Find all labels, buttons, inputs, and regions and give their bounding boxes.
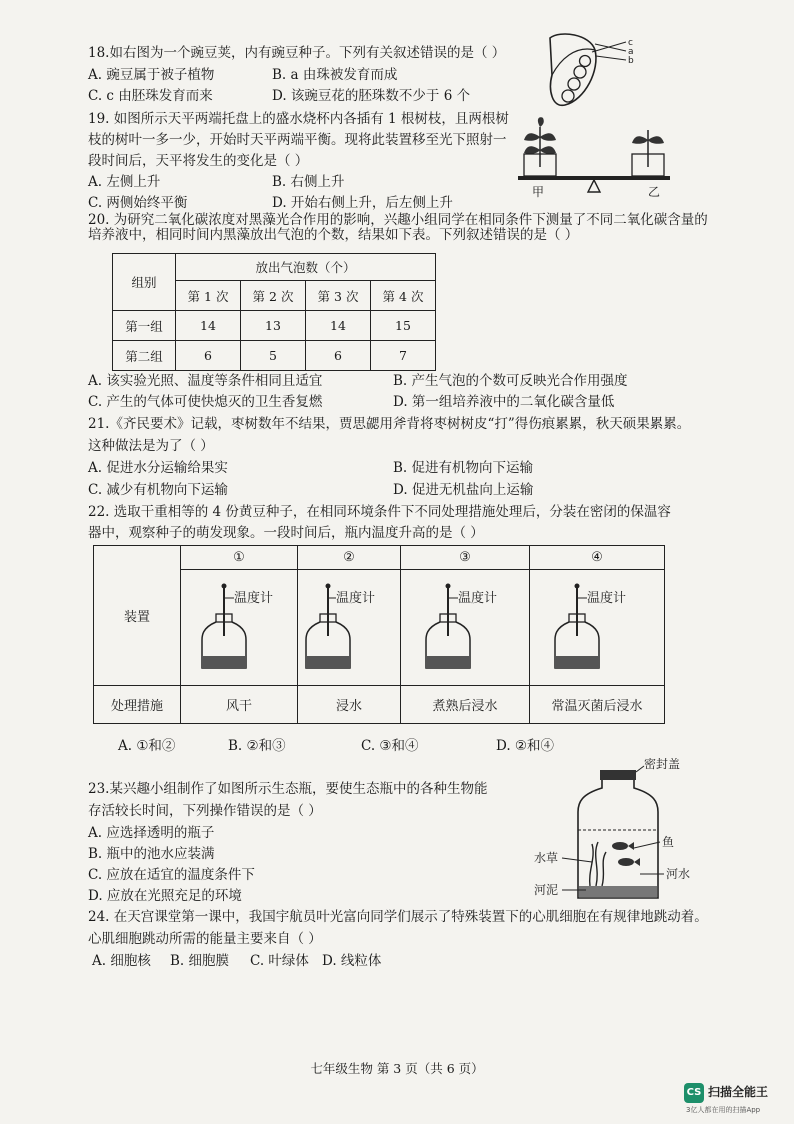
q20-cell: 14 xyxy=(306,311,371,341)
q21-option-d: D. 促进无机盐向上运输 xyxy=(393,482,534,498)
q22-col-number: ① xyxy=(181,546,298,570)
q23-option-d: D. 应放在光照充足的环境 xyxy=(88,888,242,904)
eco-bottle-figure xyxy=(530,758,710,906)
q18-stem: 18.如右图为一个豌豆荚，内有豌豆种子。下列有关叙述错误的是（ ） xyxy=(88,45,506,61)
page-footer: 七年级生物 第 3 页（共 6 页） xyxy=(310,1061,484,1076)
q18-option-c: C. c 由胚珠发育而来 xyxy=(88,88,213,104)
pod-label-b: b xyxy=(628,56,634,66)
q22-treat-cell: 常温灭菌后浸水 xyxy=(530,686,665,724)
thermometer-label: 温度计 xyxy=(587,590,627,606)
q21-option-b: B. 促进有机物向下运输 xyxy=(393,460,534,476)
q22-stem-line1: 22. 选取干重相等的 4 份黄豆种子，在相同环境条件下不同处理措施处理后，分装在密闭的保温容 xyxy=(88,504,671,520)
q22-col-number: ④ xyxy=(530,546,665,570)
q20-col-header: 第 4 次 xyxy=(371,281,436,311)
thermos-flask-1 xyxy=(194,576,284,676)
q20-stem-line2: 培养液中，相同时间内黑藻放出气泡的个数，结果如下表。下列叙述错误的是（ ） xyxy=(88,227,579,243)
q20-col-header: 第 1 次 xyxy=(176,281,241,311)
bottle-label-water: 河水 xyxy=(666,867,691,881)
bottle-label-weed: 水草 xyxy=(534,851,559,865)
q22-treat-cell: 风干 xyxy=(181,686,298,724)
q23-option-c: C. 应放在适宜的温度条件下 xyxy=(88,867,255,883)
q19-option-c: C. 两侧始终平衡 xyxy=(88,195,188,211)
balance-label-yi: 乙 xyxy=(648,185,661,199)
thermos-flask-3 xyxy=(410,576,520,676)
q22-treat-label: 处理措施 xyxy=(94,686,181,724)
bottle-label-fish: 鱼 xyxy=(662,835,675,849)
q22-treat-cell: 浸水 xyxy=(298,686,401,724)
q22-device-cell xyxy=(401,570,530,686)
q20-table xyxy=(112,253,436,371)
q20-cell: 7 xyxy=(371,341,436,371)
q20-table-corner: 组别 xyxy=(113,254,176,311)
q18-option-b: B. a 由珠被发育而成 xyxy=(272,67,398,83)
q20-cell: 13 xyxy=(241,311,306,341)
thermometer-label: 温度计 xyxy=(234,590,274,606)
q20-cell: 15 xyxy=(371,311,436,341)
table-row xyxy=(113,341,436,371)
q20-cell: 6 xyxy=(306,341,371,371)
q24-stem-line1: 24. 在天宫课堂第一课中，我国宇航员叶光富向同学们展示了特殊装置下的心肌细胞在有规律地跳动着。 xyxy=(88,909,708,925)
q22-col-number: ② xyxy=(298,546,401,570)
q24-option-b: B. 细胞膜 xyxy=(170,953,230,969)
bottle-label-cap: 密封盖 xyxy=(644,758,681,771)
q20-cell: 5 xyxy=(241,341,306,371)
bottle-label-mud: 河泥 xyxy=(534,883,559,897)
q24-option-c: C. 叶绿体 xyxy=(250,953,309,969)
q23-stem-line2: 存活较长时间，下列操作错误的是（ ） xyxy=(88,803,322,819)
q23-option-b: B. 瓶中的池水应装满 xyxy=(88,846,215,862)
q19-stem-line2: 枝的树叶一多一少，开始时天平两端平衡。现将此装置移至光下照射一 xyxy=(88,132,507,148)
q20-option-c: C. 产生的气体可使快熄灭的卫生香复燃 xyxy=(88,394,323,410)
q20-cell: 6 xyxy=(176,341,241,371)
q19-option-d: D. 开始右侧上升，后左侧上升 xyxy=(272,195,453,211)
cs-logo-icon: CS xyxy=(684,1083,704,1103)
q22-table xyxy=(93,545,665,724)
q20-row-name: 第一组 xyxy=(113,311,176,341)
q20-option-a: A. 该实验光照、温度等条件相同且适宜 xyxy=(88,373,323,389)
q19-option-b: B. 右侧上升 xyxy=(272,174,345,190)
q24-option-d: D. 线粒体 xyxy=(322,953,382,969)
thermometer-label: 温度计 xyxy=(458,590,498,606)
q22-option-c: C. ③和④ xyxy=(361,738,419,754)
pod-label-a: a xyxy=(628,47,634,57)
q21-stem-line1: 21.《齐民要术》记载，枣树数年不结果，贾思勰用斧背将枣树树皮“打”得伤痕累累，秋天硕果累累。 xyxy=(88,416,691,432)
q20-table-group-header: 放出气泡数（个） xyxy=(176,254,436,281)
q20-cell: 14 xyxy=(176,311,241,341)
thermometer-label: 温度计 xyxy=(336,590,376,606)
scanner-app-name: 扫描全能王 xyxy=(708,1085,769,1099)
scanner-app-slogan: 3亿人都在用的扫描App xyxy=(686,1106,761,1114)
thermos-flask-4 xyxy=(537,576,657,676)
q22-treat-cell: 煮熟后浸水 xyxy=(401,686,530,724)
q22-device-label: 装置 xyxy=(94,546,181,686)
q21-option-a: A. 促进水分运输给果实 xyxy=(88,460,228,476)
q20-option-d: D. 第一组培养液中的二氧化碳含量低 xyxy=(393,394,615,410)
thermos-flask-2 xyxy=(304,576,394,676)
q24-stem-line2: 心肌细胞跳动所需的能量主要来自（ ） xyxy=(88,931,322,947)
q21-stem-line2: 这种做法是为了（ ） xyxy=(88,438,214,454)
q22-device-cell xyxy=(530,570,665,686)
q21-option-c: C. 减少有机物向下运输 xyxy=(88,482,228,498)
q20-col-header: 第 3 次 xyxy=(306,281,371,311)
q20-stem-line1: 20. 为研究二氧化碳浓度对黑藻光合作用的影响，兴趣小组同学在相同条件下测量了不同二氧化碳含量的 xyxy=(88,212,708,228)
q22-device-cell xyxy=(181,570,298,686)
pod-label-c: c xyxy=(628,38,633,48)
q19-stem-line3: 段时间后，天平将发生的变化是（ ） xyxy=(88,153,309,169)
balance-figure xyxy=(510,112,680,200)
q22-col-number: ③ xyxy=(401,546,530,570)
q22-option-a: A. ①和② xyxy=(118,738,176,754)
balance-label-jia: 甲 xyxy=(532,185,545,199)
q20-col-header: 第 2 次 xyxy=(241,281,306,311)
scanner-logo xyxy=(684,1081,784,1114)
q22-device-cell xyxy=(298,570,401,686)
q22-option-d: D. ②和④ xyxy=(496,738,555,754)
q18-option-a: A. 豌豆属于被子植物 xyxy=(88,67,215,83)
q22-stem-line2: 器中，观察种子的萌发现象。一段时间后，瓶内温度升高的是（ ） xyxy=(88,525,484,541)
q23-option-a: A. 应选择透明的瓶子 xyxy=(88,825,215,841)
q23-stem-line1: 23.某兴趣小组制作了如图所示生态瓶，要使生态瓶中的各种生物能 xyxy=(88,781,488,797)
q19-option-a: A. 左侧上升 xyxy=(88,174,161,190)
pea-pod-figure xyxy=(540,30,650,110)
q19-stem-line1: 19. 如图所示天平两端托盘上的盛水烧杯内各插有 1 根树枝，且两根树 xyxy=(88,111,509,127)
table-row xyxy=(113,311,436,341)
q20-row-name: 第二组 xyxy=(113,341,176,371)
q20-option-b: B. 产生气泡的个数可反映光合作用强度 xyxy=(393,373,628,389)
q18-option-d: D. 该豌豆花的胚珠数不少于 6 个 xyxy=(272,88,471,104)
q22-option-b: B. ②和③ xyxy=(228,738,286,754)
q24-option-a: A. 细胞核 xyxy=(92,953,151,969)
